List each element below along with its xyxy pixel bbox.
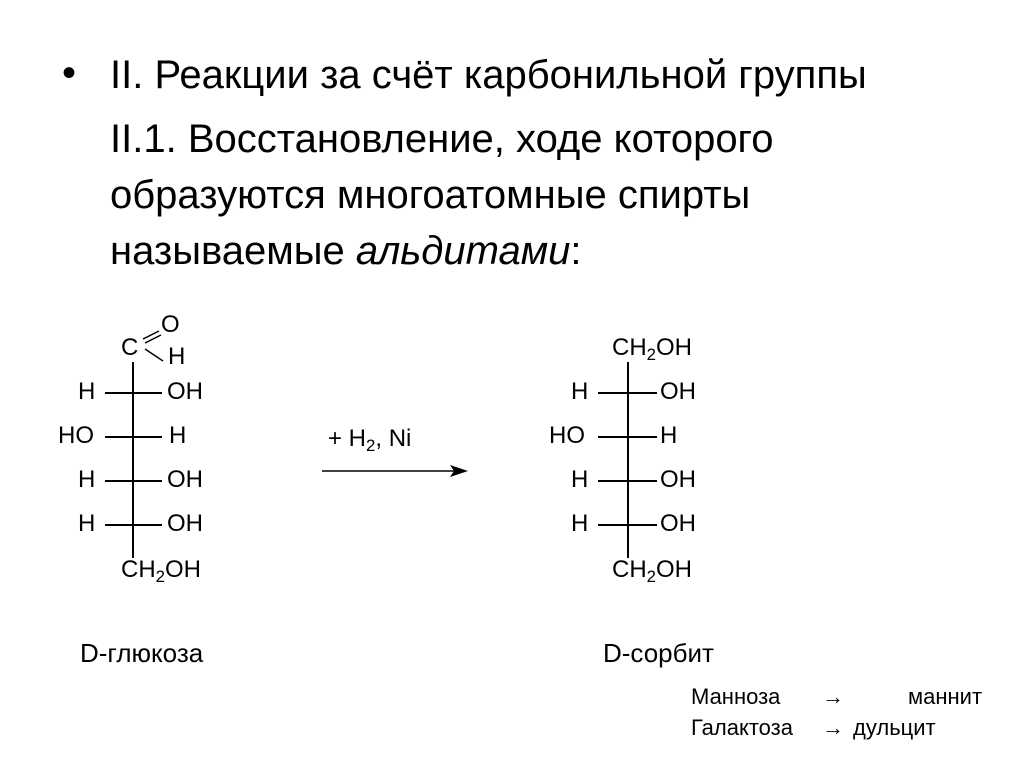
glucose-c2-left: H [78, 378, 96, 405]
sorbitol-bond-2 [598, 436, 657, 438]
glucose-ch2oh [121, 556, 201, 584]
glucose-c2-right: OH [167, 378, 203, 405]
sorbitol-c5-left: H [571, 510, 589, 537]
body-line-3 [110, 223, 774, 279]
note-2-from: Галактоза [691, 715, 793, 740]
reagent-sub: 2 [366, 436, 376, 455]
reagent-prefix: + H [328, 425, 367, 452]
sorbitol-name: D-сорбит [603, 638, 714, 668]
sorbitol-top-ch2oh [612, 334, 692, 362]
sorbitol-c2-right: OH [660, 378, 696, 405]
sorbitol-top-oh: OH [656, 334, 693, 361]
sorbitol-c5-right: OH [660, 510, 696, 537]
glucose-carbonyl-bonds [135, 325, 175, 365]
sorbitol-c2-left: H [571, 378, 589, 405]
note-2-arrow-icon: → [822, 715, 844, 740]
glucose-aldehyde-h: H [168, 343, 186, 370]
reaction-arrow-icon [322, 462, 470, 480]
sorbitol-bottom-ch: CH [612, 556, 647, 583]
alditol-term: альдитами [355, 229, 571, 273]
glucose-ch2oh-ch: CH [121, 556, 156, 583]
glucose-bond-4 [105, 524, 162, 526]
glucose-c4-right: OH [167, 466, 203, 493]
glucose-bond-1 [105, 392, 162, 394]
sorbitol-bond-4 [598, 524, 657, 526]
reaction-reagent [328, 425, 411, 453]
sorbitol-top-ch: CH [612, 334, 647, 361]
glucose-c3-left: HO [58, 422, 94, 449]
body-line-3-suffix: : [570, 229, 582, 273]
glucose-bond-2 [105, 436, 162, 438]
glucose-carbonyl-o: O [161, 311, 180, 338]
sorbitol-bottom-oh: OH [656, 556, 693, 583]
glucose-bond-3 [105, 480, 162, 482]
reagent-suffix: , Ni [375, 425, 412, 452]
sorbitol-bond-1 [598, 392, 657, 394]
glucose-name: D-глюкоза [80, 638, 204, 668]
sorbitol-c3-left: HO [549, 422, 585, 449]
glucose-carbonyl-c: C [121, 334, 139, 361]
body-line-3-prefix: называемые [110, 229, 356, 273]
sorbitol-c3-right: H [660, 422, 678, 449]
sorbitol-bottom-ch2oh [612, 556, 692, 584]
note-1-arrow-icon: → [822, 684, 844, 709]
glucose-ch2oh-oh: OH [165, 556, 202, 583]
note-1-from: Манноза [691, 684, 781, 709]
bullet-point: • [62, 51, 77, 95]
glucose-c3-right: H [169, 422, 187, 449]
glucose-c5-right: OH [167, 510, 203, 537]
body-line-1: II.1. Восстановление, ходе которого [110, 117, 774, 161]
sorbitol-c4-right: OH [660, 466, 696, 493]
sorbitol-bottom-sub: 2 [646, 567, 657, 586]
sorbitol-bond-3 [598, 480, 657, 482]
sorbitol-top-sub: 2 [646, 345, 657, 364]
glucose-c5-left: H [78, 510, 96, 537]
glucose-ch2oh-sub: 2 [155, 567, 166, 586]
slide-heading: II. Реакции за счёт карбонильной группы [110, 53, 867, 97]
sorbitol-c4-left: H [571, 466, 589, 493]
note-1-to: маннит [908, 684, 983, 709]
note-2-to: дульцит [853, 715, 936, 740]
slide-body [110, 111, 774, 279]
glucose-c4-left: H [78, 466, 96, 493]
body-line-2: образуются многоатомные спирты [110, 173, 751, 217]
